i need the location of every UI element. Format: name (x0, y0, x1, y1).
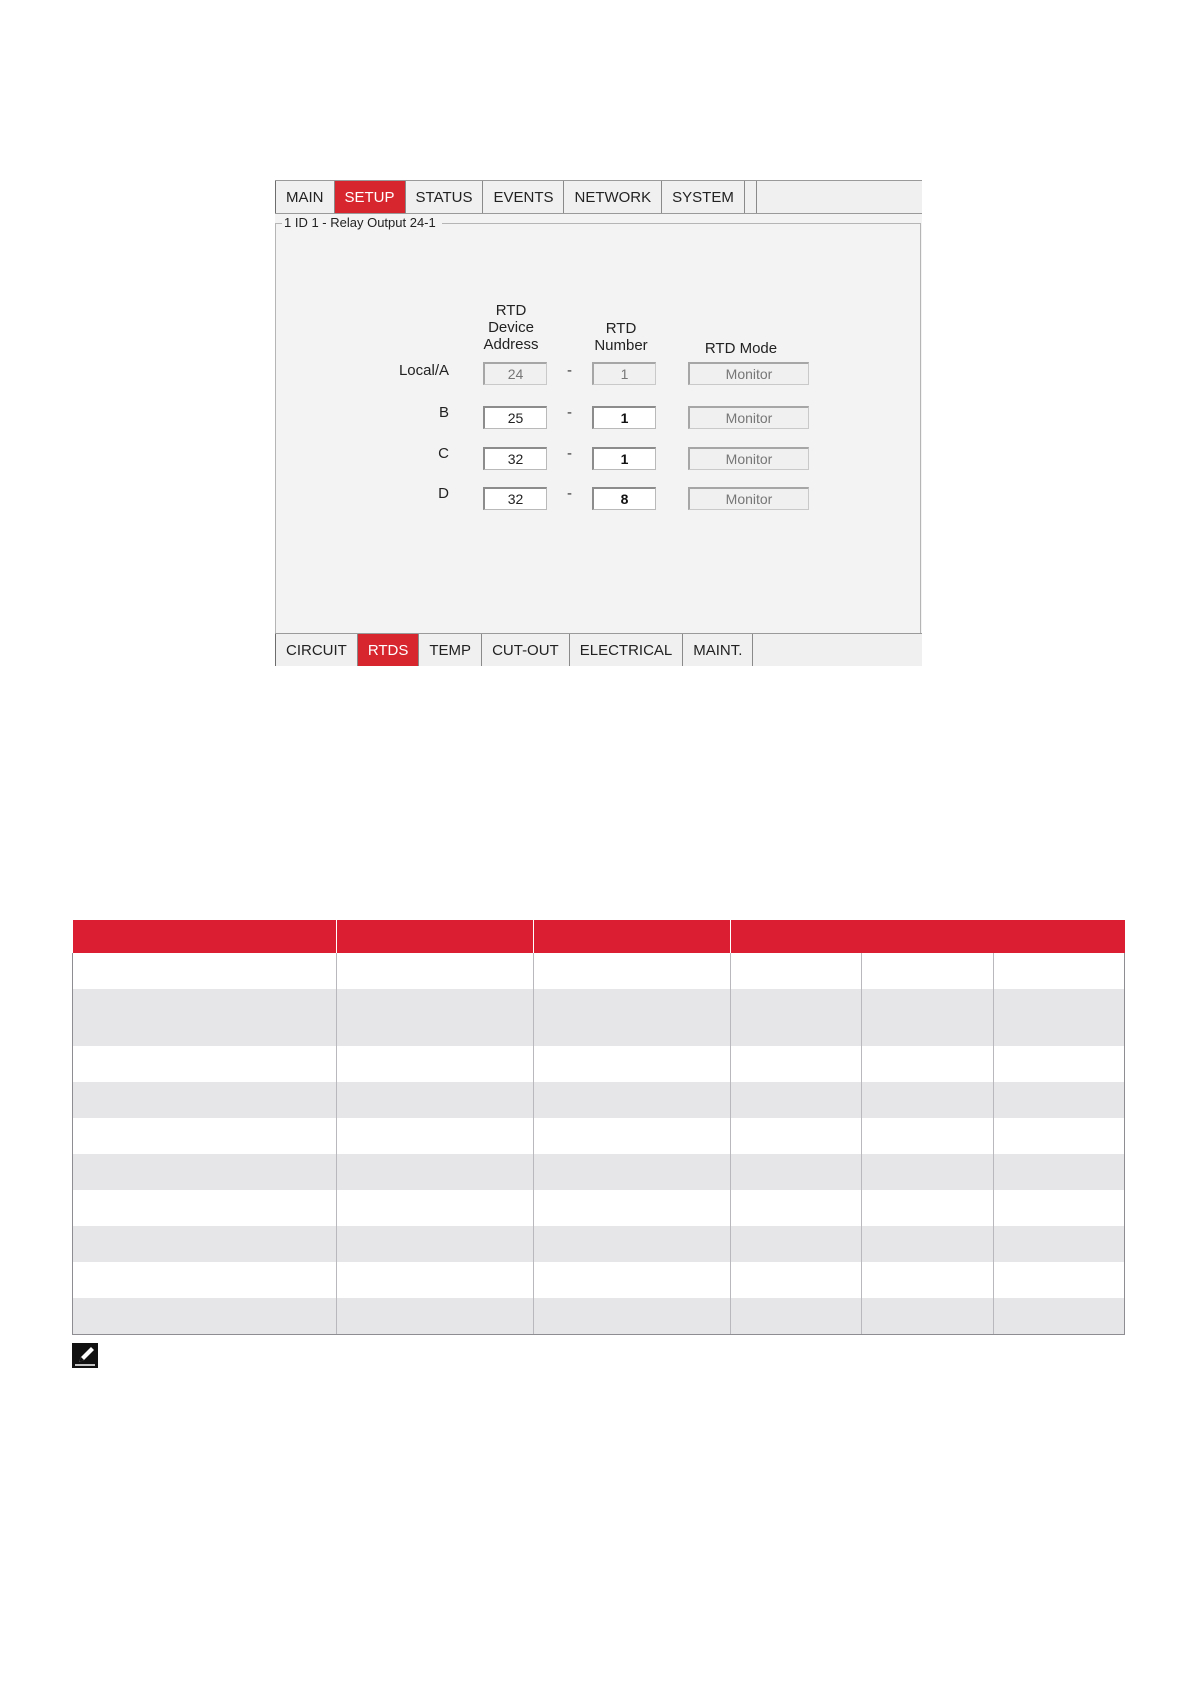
table-header-cell (731, 920, 1125, 953)
tab-temp[interactable]: TEMP (418, 634, 481, 666)
mode-field-b[interactable]: Monitor (688, 406, 809, 429)
tab-rtds[interactable]: RTDS (357, 634, 419, 666)
address-field-d[interactable]: 32 (483, 487, 547, 510)
relay-output-panel (275, 215, 921, 633)
tab-main[interactable]: MAIN (275, 181, 334, 213)
address-field-c[interactable]: 32 (483, 447, 547, 470)
tab-network[interactable]: NETWORK (563, 181, 661, 213)
row-label-local-a: Local/A (398, 362, 449, 379)
settings-table (72, 920, 1125, 1335)
address-field-local-a: 24 (483, 362, 547, 385)
number-field-b[interactable]: 1 (592, 406, 656, 429)
table-row (73, 1226, 1125, 1262)
number-field-c[interactable]: 1 (592, 447, 656, 470)
tab-maint[interactable]: MAINT. (682, 634, 753, 666)
mode-field-c[interactable]: Monitor (688, 447, 809, 470)
table-header-cell (337, 920, 534, 953)
tab-circuit[interactable]: CIRCUIT (275, 634, 357, 666)
table-row (73, 1046, 1125, 1082)
table-row (73, 953, 1125, 989)
table-row (73, 1262, 1125, 1298)
table-row (73, 989, 1125, 1046)
row-label-c: C (438, 445, 449, 462)
rtd-setup-screen (275, 180, 922, 664)
bottom-tab-bar (275, 633, 922, 666)
separator-dash: - (567, 485, 572, 502)
device-address-header-line1: RTD (495, 302, 527, 319)
mode-field-d[interactable]: Monitor (688, 487, 809, 510)
tab-events[interactable]: EVENTS (482, 181, 563, 213)
address-field-b[interactable]: 25 (483, 406, 547, 429)
tab-setup[interactable]: SETUP (334, 181, 405, 213)
number-field-d[interactable]: 8 (592, 487, 656, 510)
table-header-cell (534, 920, 731, 953)
tab-status[interactable]: STATUS (405, 181, 483, 213)
tab-system[interactable]: SYSTEM (661, 181, 744, 213)
device-address-header-line2: Device (488, 319, 534, 336)
rtd-number-header-line1: RTD (605, 320, 637, 337)
separator-dash: - (567, 362, 572, 379)
separator-dash: - (567, 445, 572, 462)
table-header-cell (73, 920, 337, 953)
device-address-header (476, 302, 546, 353)
tab-cut-out[interactable]: CUT-OUT (481, 634, 569, 666)
rtd-number-header-line2: Number (594, 337, 648, 354)
table-row (73, 1190, 1125, 1226)
separator-dash: - (567, 404, 572, 421)
mode-field-local-a: Monitor (688, 362, 809, 385)
table-row (73, 1298, 1125, 1334)
device-address-header-line3: Address (483, 336, 539, 353)
top-tab-bar (275, 180, 922, 214)
table-row (73, 1154, 1125, 1190)
tab-electrical[interactable]: ELECTRICAL (569, 634, 683, 666)
tab-scroll-spacer (744, 181, 757, 213)
rtd-mode-header: RTD Mode (704, 340, 778, 357)
row-label-d: D (438, 485, 449, 502)
number-field-local-a: 1 (592, 362, 656, 385)
pencil-note-icon (72, 1343, 98, 1368)
table-header-row (73, 920, 1125, 953)
rtd-number-header (586, 320, 656, 354)
row-label-b: B (438, 404, 449, 421)
panel-title: 1 ID 1 - Relay Output 24-1 (282, 215, 442, 230)
table-row (73, 1118, 1125, 1154)
table-row (73, 1082, 1125, 1118)
